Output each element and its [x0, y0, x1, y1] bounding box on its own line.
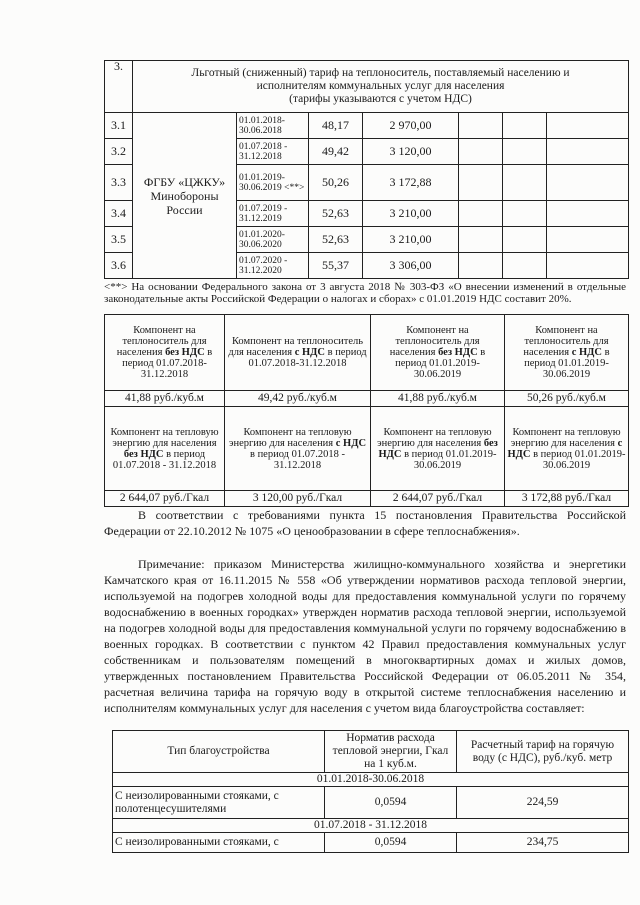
vat-label: без НДС — [438, 347, 478, 358]
section-header-line: (тарифы указываются с учетом НДС) — [289, 93, 472, 105]
header-period: в период 01.01.2019-30.06.2019 — [404, 448, 497, 471]
component-value: 3 172,88 руб./Гкал — [505, 491, 629, 507]
vat-label: без НДС — [123, 448, 164, 460]
tariff-value: 50,26 — [309, 165, 363, 201]
header-text: Компонент на теплоноситель для населения — [523, 325, 609, 358]
header-period: в период 01.07.2018 - 31.12.2018 — [112, 448, 217, 471]
tariff-value: 3 210,00 — [363, 201, 459, 227]
period: 01.07.2019 - 31.12.2019 — [237, 201, 309, 227]
component-header — [371, 315, 505, 391]
hot-water-tariff-table — [112, 730, 629, 853]
row-number: 3.5 — [105, 227, 133, 253]
component-header — [505, 315, 629, 391]
heat-norm: 0,0594 — [325, 833, 457, 853]
vat-label: с НДС — [294, 347, 325, 358]
improvement-type: С неизолированными стояками, с — [113, 833, 325, 853]
vat-label: с НДС — [507, 437, 623, 460]
vat-footnote: <**> На основании Федерального закона от 3 августа 2018 № 303-ФЗ «О внесении изменений в отдельные законодательные акты Российской Федерации о налогах и сборах» с 01.01.2019 НДС составит 20%. — [104, 281, 626, 305]
organization-name: ФГБУ «ЦЖКУ» Минобороны России — [133, 113, 237, 279]
vat-label: без НДС — [165, 347, 205, 358]
component-header — [105, 315, 225, 391]
row-number: 3.4 — [105, 201, 133, 227]
header-text: Компонент на теплоноситель для населения — [116, 325, 207, 358]
tariff-value: 3 172,88 — [363, 165, 459, 201]
tariff-value: 48,17 — [309, 113, 363, 139]
header-period: в период 01.01.2019-30.06.2019 — [533, 448, 626, 471]
component-value: 50,26 руб./куб.м — [505, 391, 629, 407]
component-value: 2 644,07 руб./Гкал — [371, 491, 505, 507]
tariff-value: 55,37 — [309, 253, 363, 279]
vat-label: с НДС — [335, 437, 367, 449]
component-header — [105, 407, 225, 491]
heat-carrier-tariff-table — [104, 60, 629, 279]
note-paragraph: Примечание: приказом Министерства жилищно-коммунального хозяйства и энергетики Камчатского края от 16.11.2015 № 558 «Об утверждении нормативов расхода тепловой энергии, используемой на подогрев холодной воды для предоставления коммунальной услуги по горячему водоснабжению в военных городках» утвержден норматив расхода тепловой энергии, используемой на подогрев холодной воды для предоставления коммунальной услуги по горячему водоснабжению в военных городках. В соответствии с пунктом 42 Правил предоставления коммунальных услуг собственникам и пользователям помещений в многоквартирных домах и жилых домов, утвержденных постановлением Правительства Российской Федерации от 06.05.2011 № 354, расчетная величина тарифа на горячую воду в открытой системе теплоснабжения населению и исполнителям коммунальных услуг для населения с учетом вида благоустройства составляет: — [104, 557, 626, 715]
section-header-line: Льготный (сниженный) тариф на теплоноситель, поставляемый населению и — [191, 67, 570, 79]
component-header — [505, 407, 629, 491]
header-text: Компонент на теплоноситель для населения — [228, 336, 364, 358]
period: 01.01.2019-30.06.2019 <**> — [237, 165, 309, 201]
component-value: 3 120,00 руб./Гкал — [225, 491, 371, 507]
tariff-value: 3 210,00 — [363, 227, 459, 253]
vat-label: без НДС — [378, 437, 498, 460]
column-header: Тип благоустройства — [113, 731, 325, 773]
tariff-value: 3 306,00 — [363, 253, 459, 279]
header-text: Компонент на тепловую энергию для населения — [377, 426, 492, 449]
header-text: Компонент на тепловую энергию для населения — [228, 426, 352, 449]
row-number: 3.6 — [105, 253, 133, 279]
section-number: 3. — [105, 61, 133, 113]
header-period: в период 01.07.2018-31.12.2018 — [248, 347, 367, 369]
component-table — [104, 314, 629, 507]
tariff-value: 49,42 — [309, 139, 363, 165]
section-header — [133, 61, 629, 113]
period: 01.07.2020 - 31.12.2020 — [237, 253, 309, 279]
vat-label: с НДС — [571, 347, 602, 358]
regulation-paragraph: В соответствии с требованиями пункта 15 постановления Правительства Российской Федерации от 22.10.2012 № 1075 «О ценообразовании в сфере теплоснабжения». — [104, 508, 626, 538]
component-value: 41,88 руб./куб.м — [371, 391, 505, 407]
header-period: в период 01.07.2018-31.12.2018 — [122, 347, 213, 380]
header-period: в период 01.07.2018 - 31.12.2018 — [249, 448, 346, 471]
component-value: 49,42 руб./куб.м — [225, 391, 371, 407]
row-number: 3.1 — [105, 113, 133, 139]
hot-water-tariff: 234,75 — [457, 833, 629, 853]
period: 01.01.2020-30.06.2020 — [237, 227, 309, 253]
header-period: в период 01.01.2019-30.06.2019 — [395, 347, 486, 380]
period-row: 01.07.2018 - 31.12.2018 — [113, 819, 629, 833]
header-text: Компонент на тепловую энергию для населения — [510, 426, 621, 449]
period: 01.01.2018-30.06.2018 — [237, 113, 309, 139]
header-text: Компонент на теплоноситель для населения — [389, 325, 480, 358]
component-header — [225, 407, 371, 491]
tariff-value: 52,63 — [309, 227, 363, 253]
row-number: 3.3 — [105, 165, 133, 201]
improvement-type: С неизолированными стояками, с полотенцесушителями — [113, 787, 325, 819]
heat-norm: 0,0594 — [325, 787, 457, 819]
tariff-value: 52,63 — [309, 201, 363, 227]
row-number: 3.2 — [105, 139, 133, 165]
header-period: в период 01.01.2019-30.06.2019 — [524, 347, 610, 380]
hot-water-tariff: 224,59 — [457, 787, 629, 819]
tariff-value: 3 120,00 — [363, 139, 459, 165]
period: 01.07.2018 - 31.12.2018 — [237, 139, 309, 165]
column-header: Расчетный тариф на горячую воду (с НДС), руб./куб. метр — [457, 731, 629, 773]
component-header — [371, 407, 505, 491]
header-text: Компонент на тепловую энергию для населения — [110, 426, 219, 449]
tariff-value: 2 970,00 — [363, 113, 459, 139]
section-header-line: исполнителям коммунальных услуг для населения — [256, 80, 505, 92]
component-header — [225, 315, 371, 391]
component-value: 41,88 руб./куб.м — [105, 391, 225, 407]
column-header: Норматив расхода тепловой энергии, Гкал на 1 куб.м. — [325, 731, 457, 773]
component-value: 2 644,07 руб./Гкал — [105, 491, 225, 507]
period-row: 01.01.2018-30.06.2018 — [113, 773, 629, 787]
